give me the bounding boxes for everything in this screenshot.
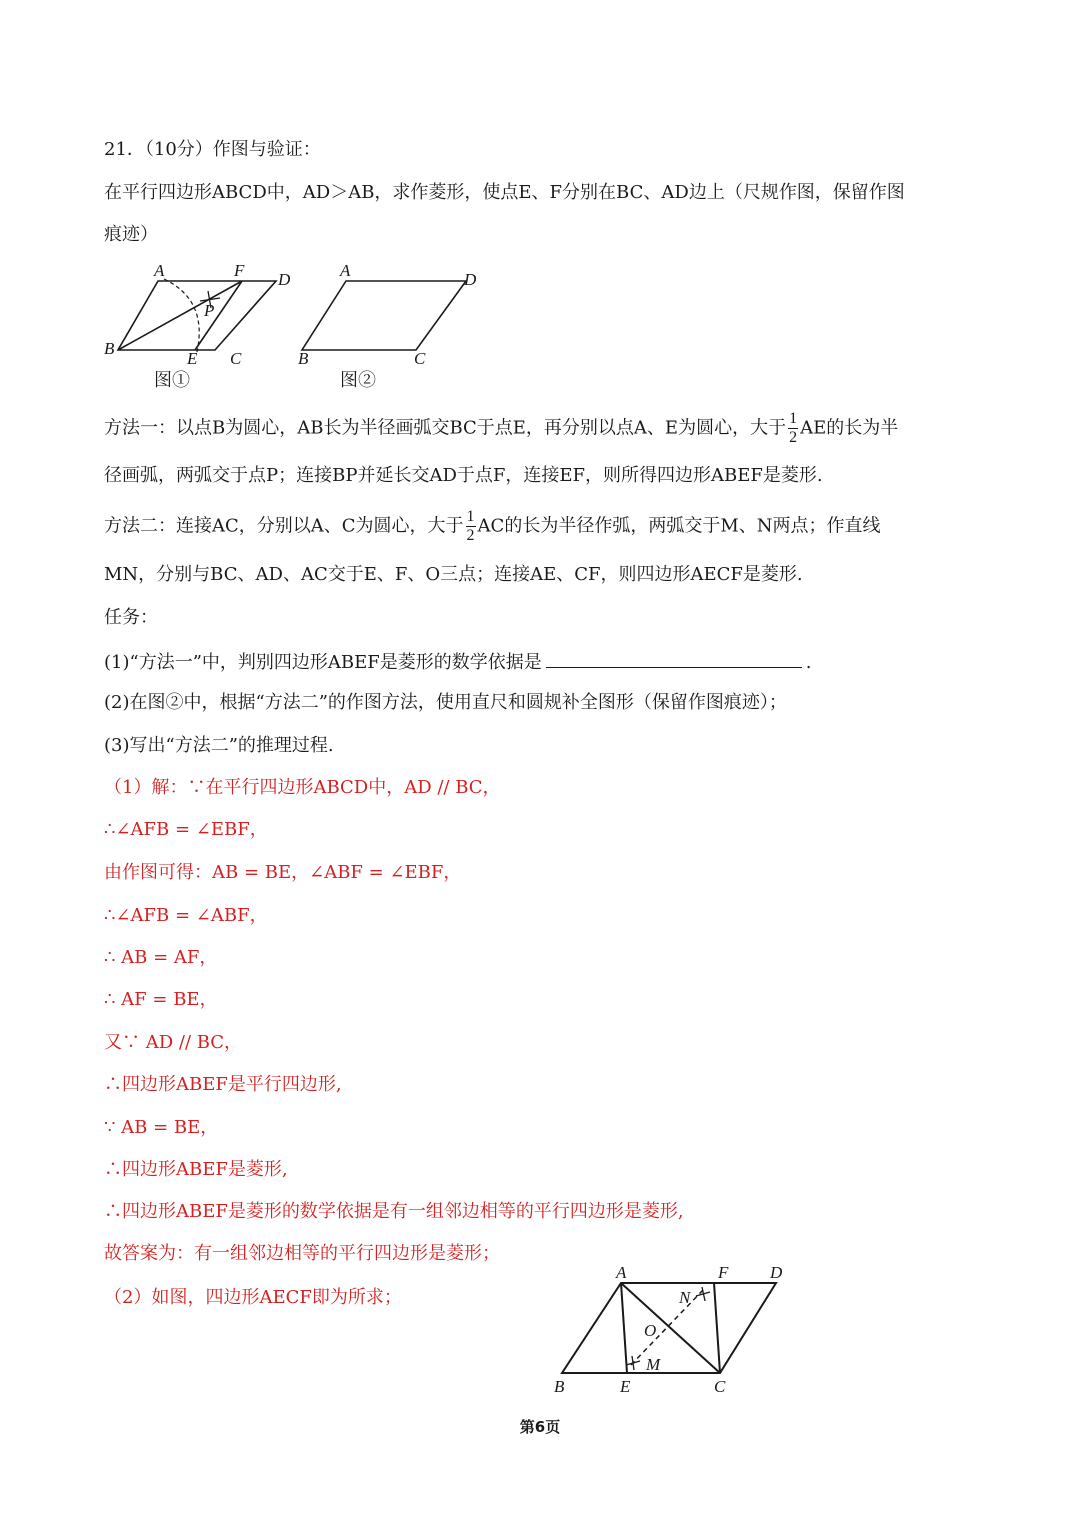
task-1: (1)“方法一”中，判别四边形ABEF是菱形的数学依据是 .	[104, 649, 812, 675]
solution-line-4: ∴∠AFB = ∠ABF，	[104, 905, 268, 926]
fig3-label-E: E	[620, 1377, 631, 1396]
problem-header: 21．（10分）作图与验证：	[104, 139, 321, 160]
fig2-label-A: A	[340, 261, 351, 280]
fig1-label-D: D	[278, 270, 291, 289]
fig3-label-N: N	[679, 1288, 691, 1307]
fig1-label-A: A	[154, 261, 165, 280]
solution-line-9: ∵ AB = BE，	[104, 1117, 219, 1138]
fig2-label-C: C	[414, 349, 426, 368]
fig3-label-C: C	[714, 1377, 726, 1396]
solution-line-13: （2）如图，四边形AECF即为所求；	[104, 1287, 402, 1308]
fig3-label-D: D	[770, 1263, 783, 1282]
answer-blank	[546, 649, 802, 668]
figure-3-solution	[548, 1258, 798, 1403]
method1-line2: 径画弧，两弧交于点P；连接BP并延长交AD于点F，连接EF，则所得四边形ABEF是菱形.	[104, 465, 823, 486]
solution-line-1: （1）解：∵在平行四边形ABCD中，AD // BC，	[104, 777, 501, 798]
solution-line-5: ∴ AB = AF，	[104, 947, 218, 968]
fig2-caption: 图②	[340, 370, 376, 391]
fig2-label-B: B	[298, 349, 309, 368]
fig1-label-C: C	[230, 349, 242, 368]
problem-statement-line2: 痕迹）	[104, 224, 158, 245]
solution-line-3: 由作图可得：AB = BE，∠ABF = ∠EBF，	[104, 862, 462, 883]
solution-line-8: ∴四边形ABEF是平行四边形,	[104, 1074, 342, 1095]
fig1-caption: 图①	[154, 370, 190, 391]
fig3-label-F: F	[718, 1263, 729, 1282]
fig3-label-O: O	[644, 1321, 657, 1340]
figure-2	[298, 261, 477, 391]
fig1-label-B: B	[104, 339, 115, 358]
fig3-label-B: B	[554, 1377, 565, 1396]
solution-line-11: ∴四边形ABEF是菱形的数学依据是有一组邻边相等的平行四边形是菱形,	[104, 1201, 684, 1222]
task-label: 任务：	[104, 607, 158, 628]
fraction-half-2: $\frac{1}{2}$	[466, 508, 475, 544]
fig1-label-F: F	[234, 261, 245, 280]
fig1-label-E: E	[187, 349, 198, 368]
fig2-label-D: D	[464, 270, 477, 289]
method1-line1	[104, 410, 898, 447]
solution-line-2: ∴∠AFB = ∠EBF，	[104, 819, 268, 840]
fig1-label-P: P	[204, 301, 215, 320]
method1-text-b: AE的长为半	[800, 417, 899, 439]
solution-line-7: 又∵ AD // BC，	[104, 1032, 243, 1053]
figures-1-2	[96, 258, 516, 398]
method2-line2: MN，分别与BC、AD、AC交于E、F、O三点；连接AE、CF，则四边形AECF是菱形.	[104, 564, 803, 585]
method2-line1	[104, 508, 881, 545]
method2-text-b: AC的长为半径作弧，两弧交于M、N两点；作直线	[477, 515, 881, 537]
method2-text-a: 方法二：连接AC，分别以A、C为圆心，大于	[104, 515, 464, 537]
problem-statement-line1: 在平行四边形ABCD中，AD＞AB，求作菱形，使点E、F分别在BC、AD边上（尺规作图，保留作图	[104, 182, 905, 203]
method1-text-a: 方法一：以点B为圆心，AB长为半径画弧交BC于点E，再分别以点A、E为圆心，大于	[104, 417, 787, 439]
fig3-label-A: A	[616, 1263, 627, 1282]
figure-1	[104, 261, 291, 391]
task-2: (2)在图②中，根据“方法二”的作图方法，使用直尺和圆规补全图形（保留作图痕迹）；	[104, 692, 787, 713]
solution-line-6: ∴ AF = BE，	[104, 989, 218, 1010]
task-3: (3)写出“方法二”的推理过程.	[104, 735, 334, 756]
fig3-label-M: M	[646, 1355, 661, 1374]
solution-line-12: 故答案为：有一组邻边相等的平行四边形是菱形；	[104, 1243, 500, 1264]
solution-line-10: ∴四边形ABEF是菱形,	[104, 1159, 288, 1180]
fraction-half: $\frac{1}{2}$	[789, 410, 798, 446]
page-number: 第6页	[519, 1418, 561, 1436]
